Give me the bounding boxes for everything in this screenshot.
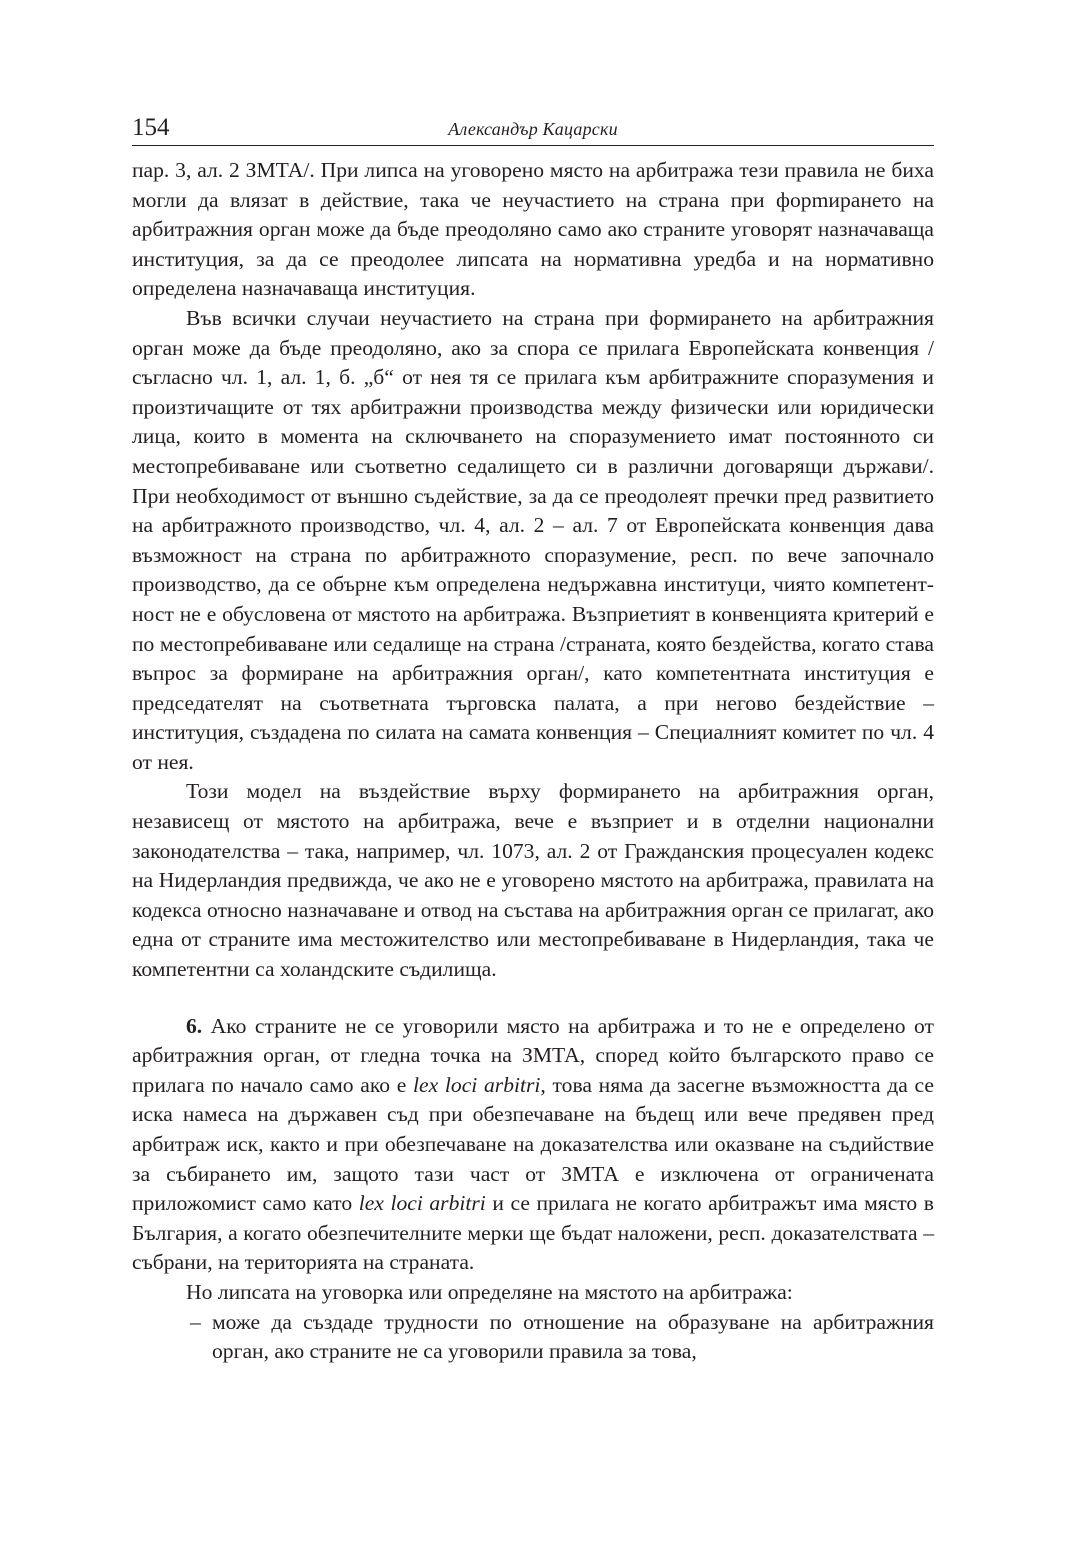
paragraph-4 <box>132 1012 934 1278</box>
paragraph-4-text-c: и се прилага не когато арбитражът има място в България, а когато обезпечителните мерки ще бъдат наложени, респ. доказателствата – събрани, на територията на страната. <box>132 1191 934 1275</box>
latin-term-1: lex loci arbitri <box>413 1072 541 1097</box>
paragraph-4-text-a: Ако страните не се уговорили място на арбитража и то не е определено от арбитражния орган, от гледна точка на ЗМТА, според който българското право се прилага по начало само ако е <box>132 1013 934 1097</box>
running-header <box>132 113 934 146</box>
paragraph-4-text-b: , това няма да засегне възможността да се иска намеса на държавен съд при обезпечаване на бъдещ или вече предявен пред арбитраж иск, както и при обезпечаване на доказателства или оказване на съдийствие за събирането им, защото тази част от ЗМТА е изключена от ограничената приложомист само като <box>132 1072 934 1216</box>
list-dash: – <box>190 1309 201 1334</box>
body-text <box>132 156 934 1367</box>
section-number: 6. <box>186 1013 203 1038</box>
running-title: Александър Кацарски <box>448 119 618 139</box>
paragraph-5: Но липсата на уговорка или определяне на мястото на арбитража: <box>186 1279 793 1304</box>
latin-term-2: lex loci arbitri <box>358 1191 486 1216</box>
paragraph-3: Този модел на въздействие върху формирането на арбитражния орган, независещ от мястото на арбитража, вече е възприет и в отделни национални законодателства – така, например, чл. 1073, ал. 2 от Гражданския процесуален кодекс на Нидерландия предвижда, че ако не е уговорено мястото на арбитража, правилата на кодекса относно назначаване и отвод на състава на арбитражния орган се прилагат, ако една от страните има местожителство или местопребиваване в Нидерландия, така че компетентни са холандските съдилища. <box>132 779 934 982</box>
page-number: 154 <box>132 114 170 141</box>
paragraph-1: пар. 3, ал. 2 ЗМТА/. При липса на уговорено място на арбитража тези правила не биха могли да влязат в действие, така че неучастието на страна при форmирането на арбитражния орган може да бъде преодоляно само ако страните уговорят назначаваща институция, за да се преодолее липсата на нормативна уредба и на нормативно определена назначаваща институция. <box>132 158 934 301</box>
list-item-text: може да създаде трудности по отношение на образуване на арбитражния орган, ако страните не са уговорили правила за това, <box>212 1309 934 1364</box>
paragraph-2: Във всички случаи неучастието на страна при формирането на арбитражния орган може да бъде преодоляно, ако за спора се прилага Европейската конвенция /съгласно чл. 1, ал. 1, б. „б“ от нея тя се прилага към арбитражните споразумения и произтичащите от тях арбитражни производства между физически или юридически лица, които в момента на сключването на споразумението имат постоянното си местопребиваване или съответно седалището си в различни договарящи държави/. При необходимост от външно съдействие, за да се преодолеят пречки пред развитието на арбитражното производство, чл. 4, ал. 2 – ал. 7 от Европейската конвенция дава възможност на страна по арбитражното споразумение, респ. по вече започнало производство, да се обърне към определена недържавна институци, чиято компетентност не е обусловена от мястото на арбитража. Възприетият в конвенцията критерий е по местопребиваване или седалище на страна /страната, която бездейства, когато става въпрос за формиране на арбитражния орган/, като компетентната институция е председателят на съответната търговска палата, а при негово бездействие – институция, създадена по силата на самата конвенция – Специалният комитет по чл. 4 от нея. <box>132 305 934 774</box>
list-item <box>132 1308 934 1367</box>
